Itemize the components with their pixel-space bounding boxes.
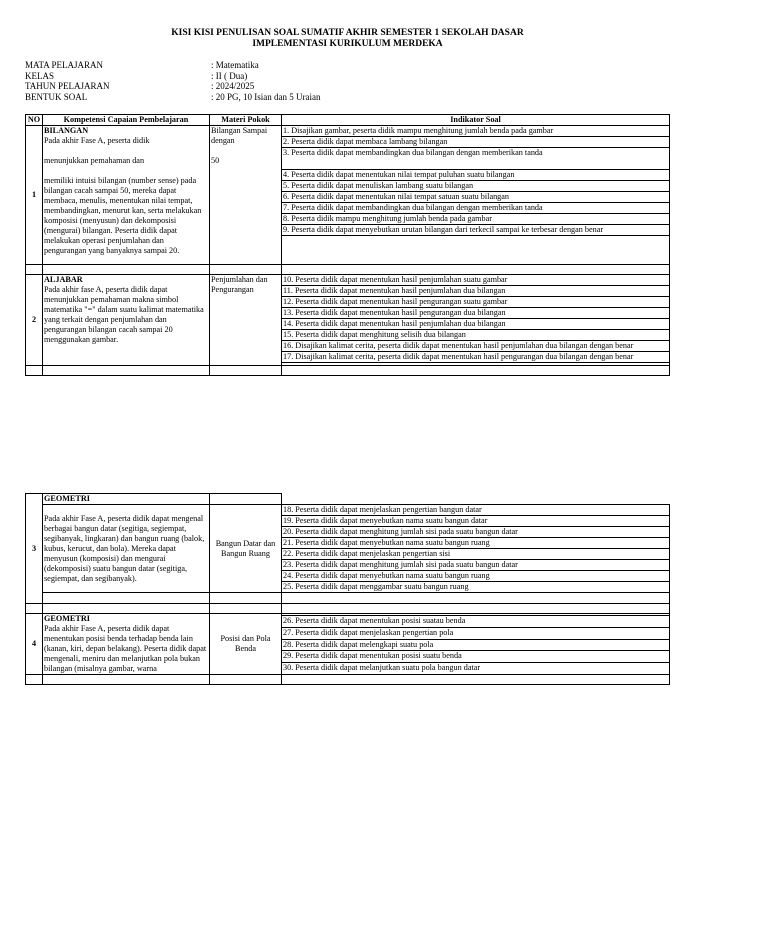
topic-heading: GEOMETRI xyxy=(44,614,90,623)
indikator-cell: 17. Disajikan kalimat cerita, peserta didik dapat menentukan hasil pengurangan dua bilangan dengan benar xyxy=(282,352,670,363)
indikator-cell: 21. Peserta didik dapat menyebutkan nama suatu bangun ruang xyxy=(282,538,670,549)
indikator-cell: 24. Peserta didik dapat menyebutkan nama suatu bangun ruang xyxy=(282,571,670,582)
kompetensi-cell xyxy=(43,505,210,593)
indikator-cell: 7. Peserta didik dapat membandingkan dua bilangan dengan memberikan tanda xyxy=(282,203,670,214)
indikator-cell: 9. Peserta didik dapat menyebutkan urutan bilangan dari terkecil sampai ke terbesar dengan benar xyxy=(282,225,670,236)
indikator-cell: 29. Peserta didik dapat menentukan posisi suatu benda xyxy=(282,651,670,663)
table-row xyxy=(26,494,670,505)
table-row xyxy=(26,275,670,286)
indikator-cell: 20. Peserta didik dapat menghitung jumlah sisi pada suatu bangun datar xyxy=(282,527,670,538)
kompetensi-text: Pada akhir Fase A, peserta didik dapat menentukan posisi benda terhadap benda lain (kanan, kiri, depan belakang). Peserta didik dapat mengenali, meniru dan melanjutkan pola bukan bilangan (misalnya gambar, warna xyxy=(44,624,207,673)
row-number: 2 xyxy=(26,275,43,366)
indikator-cell: 30. Peserta didik dapat melanjutkan suatu pola bangun datar xyxy=(282,663,670,675)
row-number: 4 xyxy=(26,614,43,675)
indikator-cell: 26. Peserta didik dapat menentukan posisi suatau benda xyxy=(282,616,670,628)
kompetensi-text: Pada akhir Fase A, peserta didik dapat mengenal berbagai bangun datar (segitiga, segiempat, segibanyak, lingkaran) dan bangun ruang (balok, kubus, kerucut, dan bola). Mereka dapat menyusun (komposisi) dan mengurai (dekomposisi) suatu bangun datar (segitiga, segiempat, dan segibanyak). xyxy=(44,513,205,583)
kisi-table-part1 xyxy=(25,114,670,376)
topic-heading: BILANGAN xyxy=(44,126,89,135)
kompetensi-cell xyxy=(43,275,210,366)
materi-cell: Posisi dan Pola Benda xyxy=(210,614,282,675)
col-header-materi: Materi Pokok xyxy=(210,115,282,126)
indikator-cell: 12. Peserta didik dapat menentukan hasil pengurangan suatu gambar xyxy=(282,297,670,308)
indikator-cell: 1. Disajikan gambar, peserta didik mampu menghitung jumlah benda pada gambar xyxy=(282,126,670,137)
col-header-indikator: Indikator Soal xyxy=(282,115,670,126)
materi-cell: Penjumlahan dan Pengurangan xyxy=(210,275,282,366)
indikator-cell: 28. Peserta didik dapat melengkapi suatu pola xyxy=(282,639,670,651)
indikator-cell: 5. Peserta didik dapat menuliskan lambang suatu bilangan xyxy=(282,181,670,192)
indikator-cell: 3. Peserta didik dapat membandingkan dua bilangan dengan memberikan tanda xyxy=(282,148,670,170)
table-header-row xyxy=(26,115,670,126)
col-header-kompetensi: Kompetensi Capaian Pembelajaran xyxy=(43,115,210,126)
topic-heading-cell xyxy=(43,494,210,505)
row-number: 3 xyxy=(26,494,43,604)
spacer-row xyxy=(26,265,670,275)
indikator-cell: 22. Peserta didik dapat menjelaskan pengertian sisi xyxy=(282,549,670,560)
kompetensi-text: Pada akhir Fase A, peserta didik menunjukkan pemahaman dan memiliki intuisi bilangan (number sense) pada bilangan cacah sampai 50, mereka dapat membaca, menulis, menentukan nilai tempat, membandingkan, menurut kan, serta melakukan komposisi (menyusun) dan dekomposisi (mengurai) bilangan. Peserta didik dapat melakukan operasi penjumlahan dan pengurangan yang banyaknya sampai 20. xyxy=(44,136,202,255)
indikator-cell: 11. Peserta didik dapat menentukan hasil penjumlahan dua bilangan xyxy=(282,286,670,297)
topic-heading: GEOMETRI xyxy=(44,494,90,503)
meta-key: BENTUK SOAL xyxy=(25,91,88,102)
meta-key: KELAS xyxy=(25,70,54,81)
col-header-no: NO xyxy=(26,115,43,126)
document-subtitle: IMPLEMENTASI KURIKULUM MERDEKA xyxy=(252,39,443,49)
kompetensi-cell xyxy=(43,614,210,675)
topic-heading: ALJABAR xyxy=(44,275,83,284)
kisi-table-part2 xyxy=(25,493,670,685)
indikator-cell: 16. Disajikan kalimat cerita, peserta didik dapat menentukan hasil penjumlahan dua bilangan dengan benar xyxy=(282,341,670,352)
indikator-cell: 10. Peserta didik dapat menentukan hasil penjumlahan suatu gambar xyxy=(282,275,670,286)
indikator-cell-empty xyxy=(282,593,670,604)
indikator-cell: 8. Peserta didik mampu menghitung jumlah benda pada gambar xyxy=(282,214,670,225)
materi-cell: Bilangan Sampai dengan 50 xyxy=(210,126,282,265)
spacer-row xyxy=(26,675,670,685)
table-row xyxy=(26,505,670,516)
meta-value: : 2024/2025 xyxy=(211,81,255,91)
meta-value: : Matematika xyxy=(211,60,259,70)
spacer-row xyxy=(26,366,670,376)
document-title: KISI KISI PENULISAN SOAL SUMATIF AKHIR SEMESTER 1 SEKOLAH DASAR xyxy=(171,28,524,38)
meta-value: : 20 PG, 10 Isian dan 5 Uraian xyxy=(211,91,321,102)
indikator-cell: 15. Peserta didik dapat menghitung selisih dua bilangan xyxy=(282,330,670,341)
indikator-cell: 14. Peserta didik dapat menentukan hasil penjumlahan dua bilangan xyxy=(282,319,670,330)
indikator-cell: 23. Peserta didik dapat menghitung jumlah sisi pada suatu bangun datar xyxy=(282,560,670,571)
row-number: 1 xyxy=(26,126,43,265)
kompetensi-text: Pada akhir fase A, peserta didik dapat menunjukkan pemahaman makna simbol matematika "=" dalam suatu kalimat matematika yang terkait dengan penjumlahan dan pengurangan bilangan cacah sampai 20 menggunakan gambar. xyxy=(44,285,204,344)
meta-key: TAHUN PELAJARAN xyxy=(25,81,110,91)
indikator-cell: 19. Peserta didik dapat menyebutkan nama suatu bangun datar xyxy=(282,516,670,527)
table-row xyxy=(26,593,670,604)
indikator-cell: 13. Peserta didik dapat menentukan hasil pengurangan dua bilangan xyxy=(282,308,670,319)
table-row xyxy=(26,126,670,137)
spacer-row xyxy=(26,604,670,614)
indikator-cell: 18. Peserta didik dapat menjelaskan pengertian bangun datar xyxy=(282,505,670,516)
indikator-cell: 27. Peserta didik dapat menjelaskan pengertian pola xyxy=(282,627,670,639)
indikator-cell-empty xyxy=(282,494,670,505)
indikator-cell-empty xyxy=(282,236,670,265)
materi-cell: Bangun Datar dan Bangun Ruang xyxy=(210,505,282,593)
meta-value: : II ( Dua) xyxy=(211,70,248,81)
indikator-cell: 6. Peserta didik dapat menentukan nilai tempat satuan suatu bilangan xyxy=(282,192,670,203)
materi-empty-cell xyxy=(210,494,282,505)
kompetensi-cell xyxy=(43,126,210,265)
indikator-cell: 2. Peserta didik dapat membaca lambang bilangan xyxy=(282,137,670,148)
indikator-cell: 25. Peserta didik dapat menggambar suatu bangun ruang xyxy=(282,582,670,593)
meta-key: MATA PELAJARAN xyxy=(25,60,104,70)
indikator-cell: 4. Peserta didik dapat menentukan nilai tempat puluhan suatu bilangan xyxy=(282,170,670,181)
